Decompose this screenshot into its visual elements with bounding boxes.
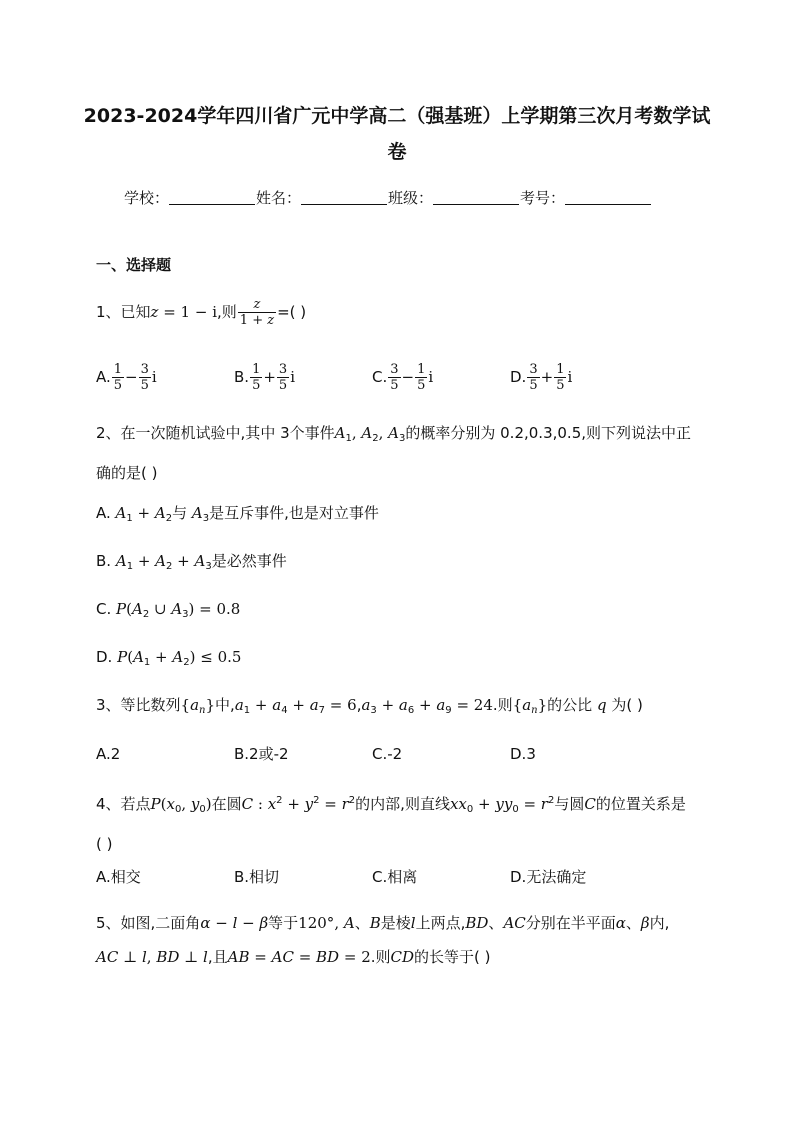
question-2-option-c[interactable]: C. $P(A_2$ ∪ $A_3) = 0.8$ xyxy=(96,600,241,620)
option-a[interactable]: A.相交 xyxy=(96,868,141,886)
option-b[interactable]: B.2或-2 xyxy=(234,745,289,763)
question-2: 2、在一次随机试验中,其中 3个事件$A_1$, $A_2$, $A_3$的概率分别为 0.2,0.3,0.5,则下列说法中正 确的是( ) xyxy=(96,424,692,482)
fraction: $\frac{z}{1 + z}$ xyxy=(239,297,275,328)
option-c[interactable]: C.相离 xyxy=(372,868,418,886)
option-c[interactable]: C. $\frac{3}{5}$ − $\frac{1}{5}$ i xyxy=(372,362,434,393)
school-field[interactable] xyxy=(169,190,255,205)
school-label: 学校： xyxy=(124,189,170,207)
question-4: 4、若点$P(x_0$, $y_0$)在圆C : $x^2 + y^2 = r^2$的内部,则直线$xx_0 + yy_0 = r^2$与圆C的位置关系是 ( ) xyxy=(96,795,686,853)
number-label: 考号： xyxy=(520,189,566,207)
section-title: 一、选择题 xyxy=(96,256,172,274)
question-1: 1、已知z = 1 − i,则 $\frac{z}{1 + z}$ =( ) xyxy=(96,297,307,328)
student-info-row xyxy=(124,186,652,210)
option-d[interactable]: D.无法确定 xyxy=(510,868,587,886)
question-2-option-a[interactable]: A. $A_1 + A_2$与 $A_3$是互斥事件,也是对立事件 xyxy=(96,504,379,524)
option-c[interactable]: C.-2 xyxy=(372,745,403,763)
question-3: 3、等比数列$\{a_n\}$中$,a_1 + a_4 + a_7 = 6,a_3 + a_6 + a_9 = 24$.则$\{a_n\}$的公比 q 为( ) xyxy=(96,696,643,716)
class-label: 班级： xyxy=(388,189,434,207)
question-2-option-d[interactable]: D. $P(A_1 + A_2) \le 0.5$ xyxy=(96,648,242,668)
option-d[interactable]: D.3 xyxy=(510,745,536,763)
option-b[interactable]: B.相切 xyxy=(234,868,280,886)
option-d[interactable]: D. $\frac{3}{5}$ + $\frac{1}{5}$ i xyxy=(510,362,573,393)
math-expr: z xyxy=(150,303,159,321)
question-5: 5、如图,二面角α − l − β等于120°, A、B是棱l上两点,BD、AC分别在半平面α、β内, AC ⊥ l, BD ⊥ l,且AB = AC = BD = 2.则CD的长等于( ) xyxy=(96,914,670,966)
option-b[interactable]: B. $\frac{1}{5}$ + $\frac{3}{5}$ i xyxy=(234,362,296,393)
question-2-option-b[interactable]: B. $A_1 + A_2 + A_3$是必然事件 xyxy=(96,552,287,572)
option-a[interactable]: A. $\frac{1}{5}$ − $\frac{3}{5}$ i xyxy=(96,362,157,393)
option-a[interactable]: A.2 xyxy=(96,745,121,763)
page-title: 2023-2024学年四川省广元中学高二（强基班）上学期第三次月考数学试卷 xyxy=(83,105,711,163)
name-field[interactable] xyxy=(301,190,387,205)
name-label: 姓名： xyxy=(256,189,302,207)
number-field[interactable] xyxy=(565,190,651,205)
class-field[interactable] xyxy=(433,190,519,205)
